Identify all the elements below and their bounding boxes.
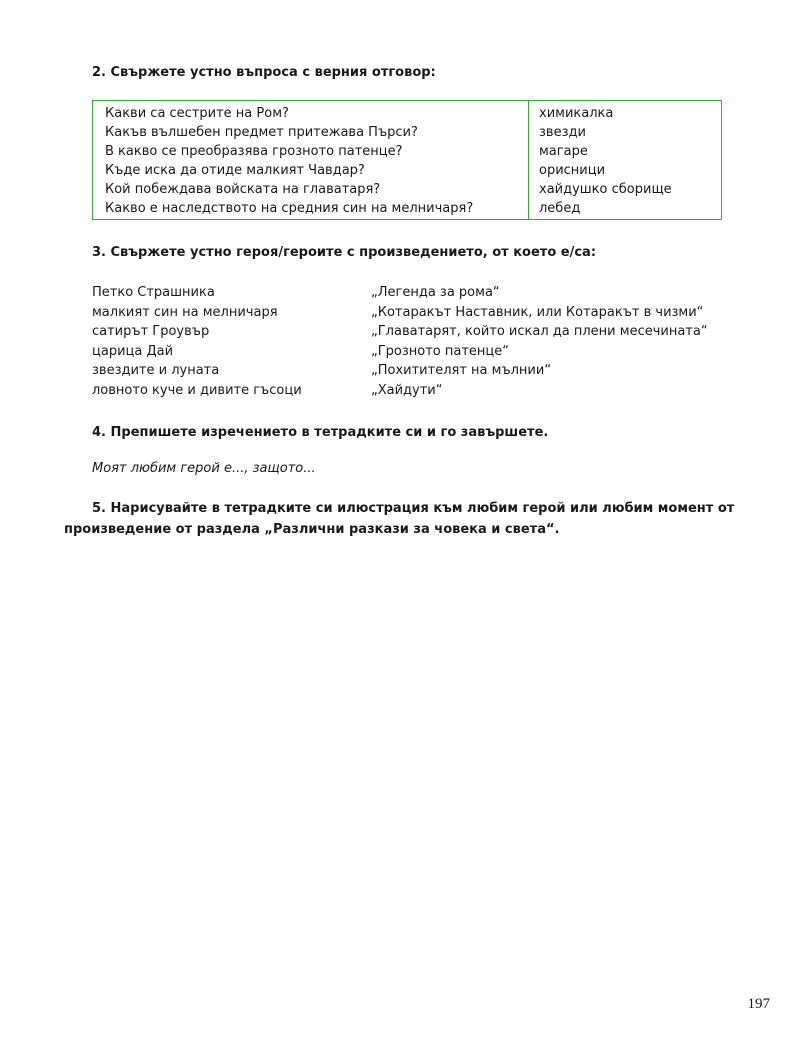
answer-item: хайдушко сборище	[539, 182, 672, 197]
question-item: Какво е наследството на средния син на мелничаря?	[105, 201, 474, 216]
list-item	[92, 342, 708, 362]
answer-item: магаре	[539, 144, 588, 159]
list-item	[92, 322, 708, 342]
answers-column	[529, 101, 672, 219]
question-item: В какво се преобразява грозното патенце?	[105, 144, 403, 159]
task4-sentence: Моят любим герой е..., защото...	[92, 461, 316, 476]
questions-column	[93, 101, 529, 219]
question-item: Кой побеждава войската на главатаря?	[105, 182, 381, 197]
answer-item: химикалка	[539, 106, 614, 121]
task4-heading: 4. Препишете изречението в тетрадките си и го завършете.	[92, 425, 549, 440]
work-title: „Легенда за рома“	[371, 285, 500, 300]
work-title: „Грозното патенце“	[371, 343, 510, 359]
matching-table	[92, 100, 722, 220]
task5-paragraph	[64, 498, 744, 540]
list-item	[92, 361, 708, 381]
work-title: „Котаракът Наставник, или Котаракът в чизми“	[371, 304, 704, 320]
answer-item: звезди	[539, 125, 586, 140]
hero-name: Петко Страшника	[92, 285, 215, 300]
question-item: Къде иска да отиде малкият Чавдар?	[105, 163, 365, 178]
work-title: „Похитителят на мълнии“	[371, 363, 552, 378]
list-item	[92, 381, 708, 401]
hero-name: сатирът Гроувър	[92, 324, 210, 339]
page-number: 197	[747, 996, 770, 1012]
hero-name: звездите и луната	[92, 363, 220, 378]
list-item	[92, 283, 708, 303]
task3-heading: 3. Свържете устно героя/героите с произведението, от което е/са:	[92, 245, 597, 260]
list-item	[92, 303, 708, 323]
hero-name: ловното куче и дивите гъсоци	[92, 382, 302, 398]
hero-work-list	[92, 283, 708, 400]
hero-name: царица Дай	[92, 343, 174, 359]
answer-item: орисници	[539, 163, 606, 178]
task2-heading: 2. Свържете устно въпроса с верния отговор:	[92, 65, 436, 80]
question-item: Какви са сестрите на Ром?	[105, 106, 289, 121]
answer-item: лебед	[539, 201, 581, 216]
work-title: „Хайдути“	[371, 382, 443, 398]
question-item: Какъв вълшебен предмет притежава Пърси?	[105, 125, 418, 140]
work-title: „Главатарят, който искал да плени месечината“	[371, 324, 708, 339]
task5-text: 5. Нарисувайте в тетрадките си илюстрация към любим герой или любим момент от произведение от раздела „Различни разкази за човека и света“.	[64, 501, 735, 537]
hero-name: малкият син на мелничаря	[92, 304, 278, 320]
